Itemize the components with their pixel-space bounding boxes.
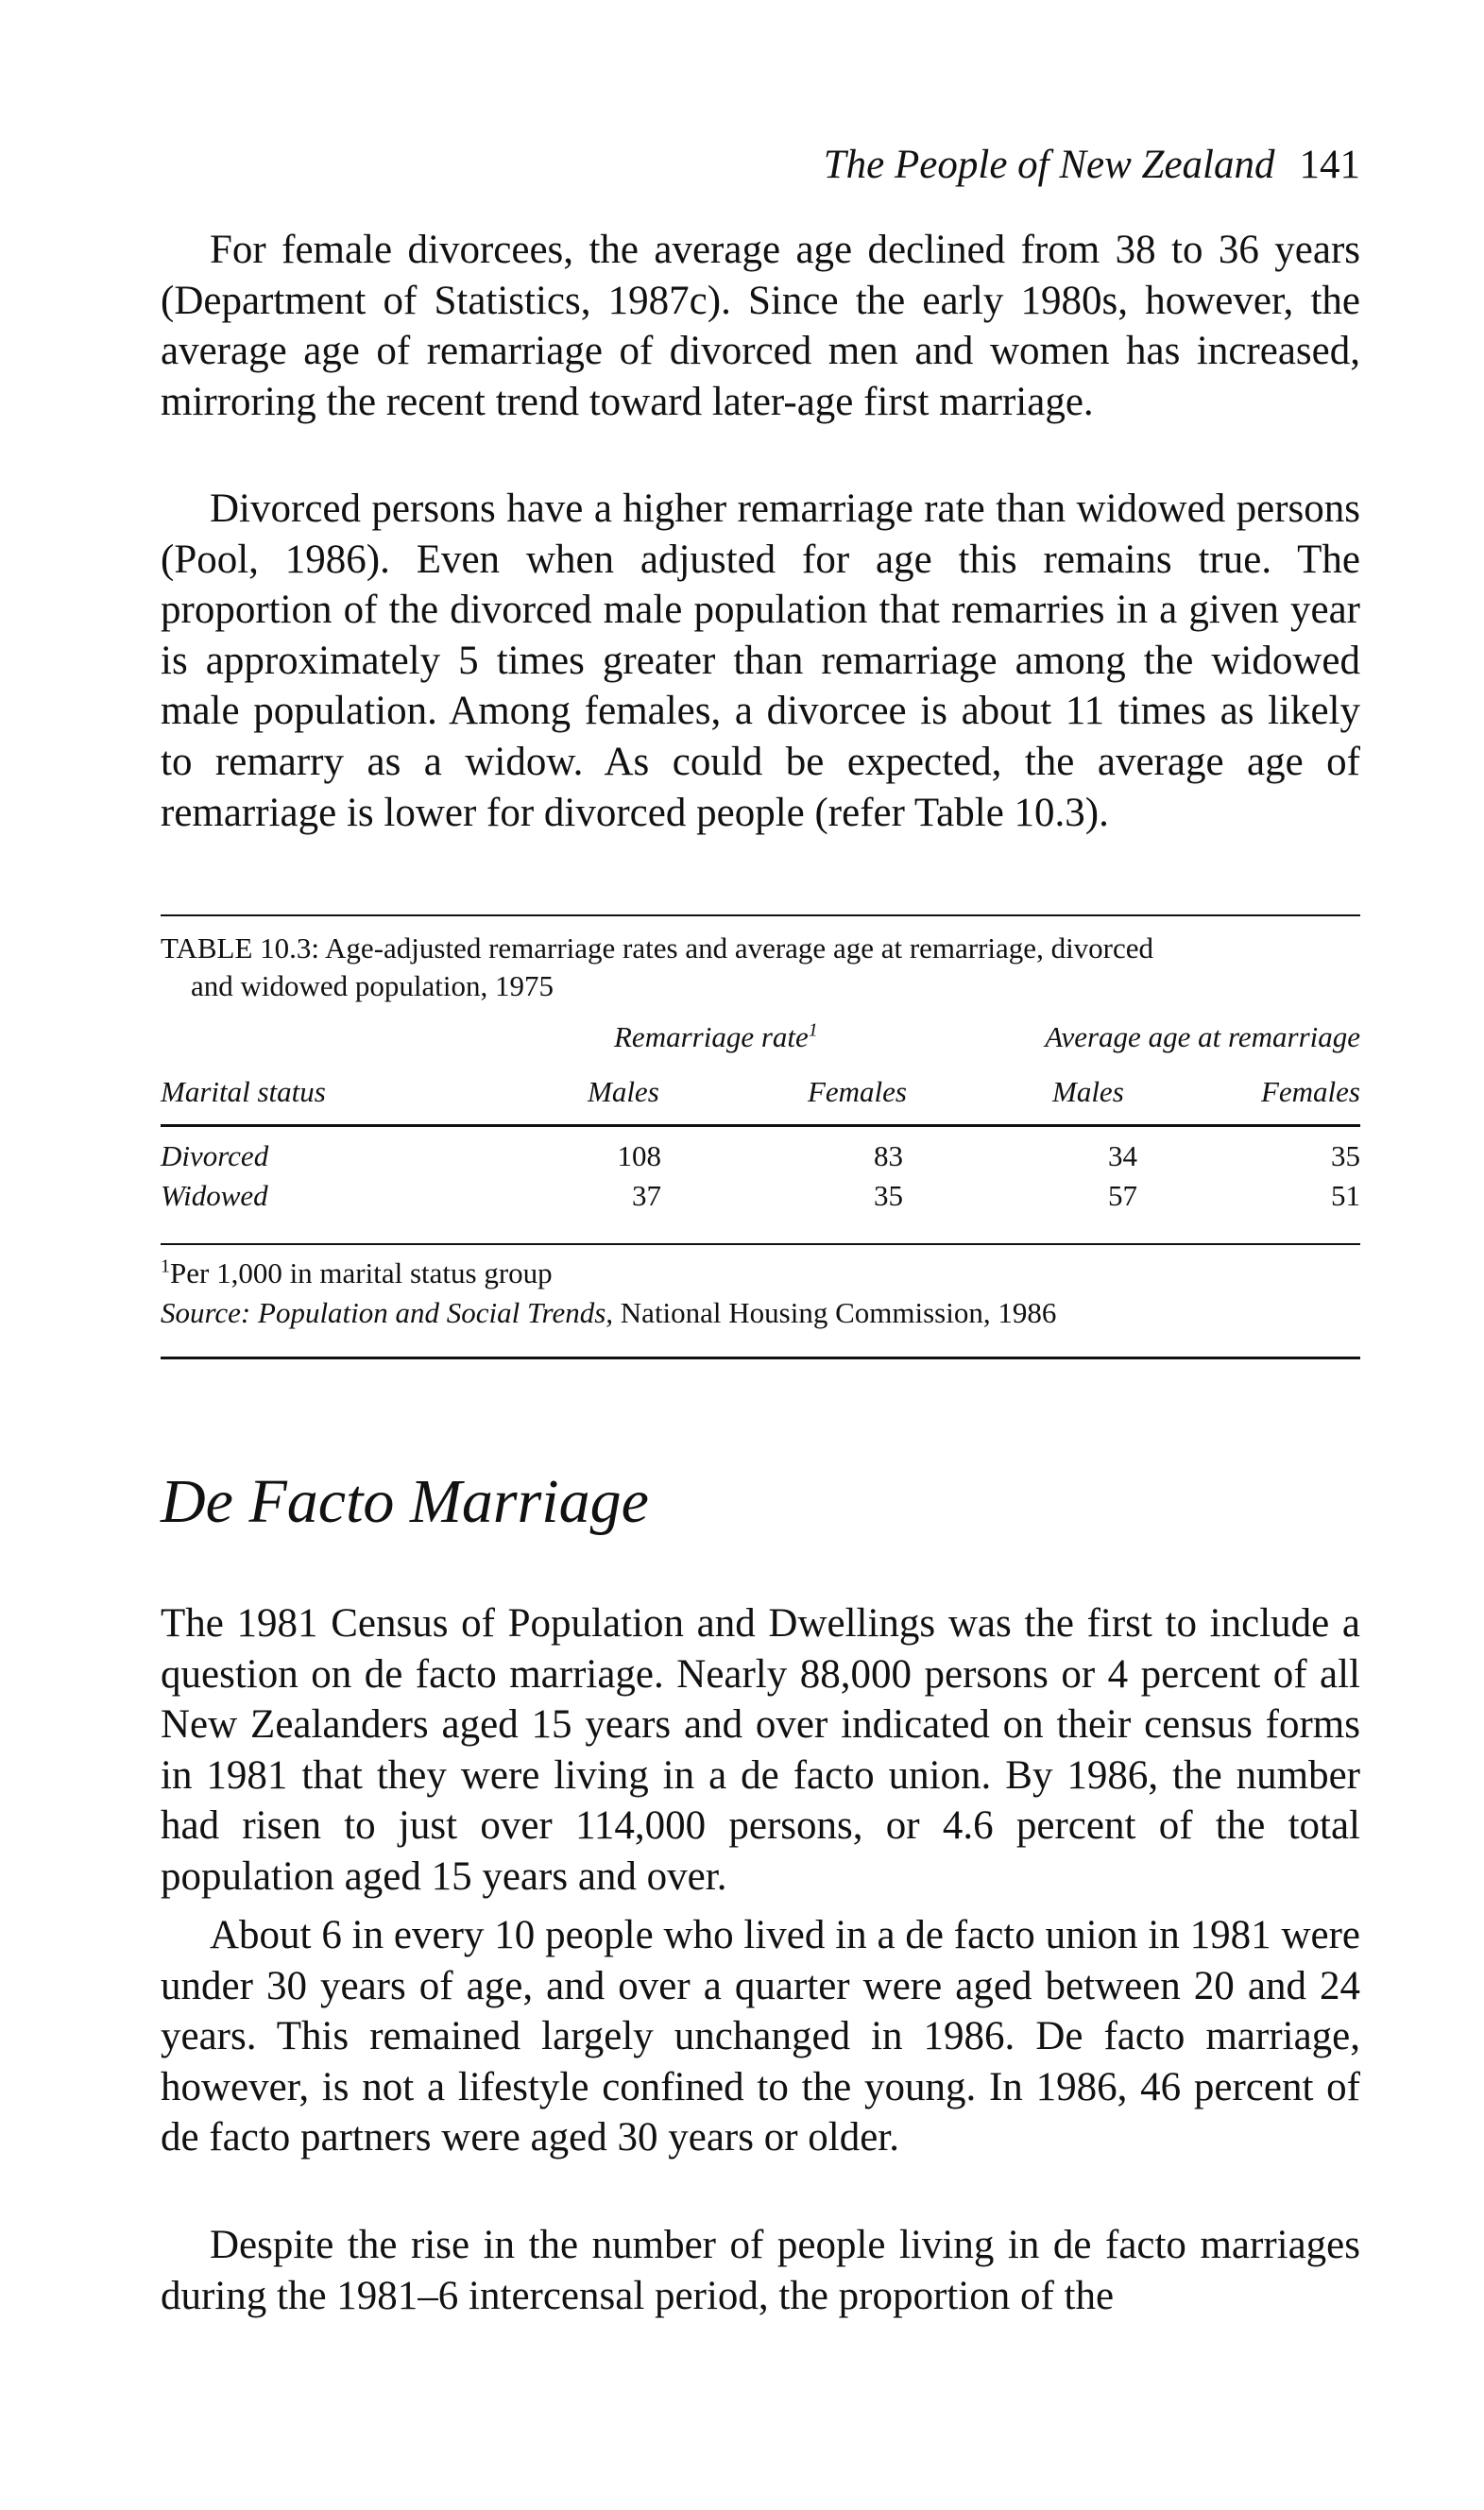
- table-cell: 108: [617, 1139, 661, 1172]
- page-number: 141: [1299, 143, 1360, 187]
- paragraph-age-distribution: About 6 in every 10 people who lived in a de facto union in 1981 were under 30 years of age, and over a quarter were aged between 20 and 24 years. This remained largely unchanged in 1986. De facto marriage, however, is not a lifestyle confined to the young. In 1986, 46 percent of de facto partners were aged 30 years or older.: [161, 1913, 1360, 2160]
- footnote-marker: 1: [161, 1255, 170, 1277]
- running-header: [161, 140, 1360, 191]
- section-heading: De Facto Marriage: [161, 1467, 649, 1536]
- paragraph-census-1981: The 1981 Census of Population and Dwellings was the first to include a question on de facto marriage. Nearly 88,000 persons or 4 percent of all New Zealanders aged 15 years and over indicated on their census forms in 1981 that they were living in a de facto union. By 1986, the number had risen to just over 114,000 persons, or 4.6 percent of the total population aged 15 years and over.: [161, 1601, 1360, 1899]
- table-cell: 35: [1331, 1139, 1360, 1172]
- table-row-label: Divorced: [161, 1139, 269, 1172]
- header-rate-females: Females: [807, 1075, 907, 1108]
- table-cell: 57: [1108, 1179, 1137, 1212]
- running-title: The People of New Zealand: [823, 143, 1275, 187]
- header-marital-status: Marital status: [161, 1075, 326, 1108]
- header-age-females: Females: [1260, 1075, 1360, 1108]
- table-cell: 51: [1331, 1179, 1360, 1212]
- footnote-marker: 1: [808, 1019, 818, 1041]
- table-cell: 83: [874, 1139, 903, 1172]
- table-cell: 37: [632, 1179, 661, 1212]
- table-cell: 35: [874, 1179, 903, 1212]
- header-remarriage-rate: Remarriage rate$^1$: [614, 1019, 818, 1053]
- table-bottom-rule: [161, 1243, 1360, 1245]
- table-row-label: Widowed: [161, 1179, 268, 1212]
- table-caption-line-2: and widowed population, 1975: [191, 969, 554, 1002]
- paragraph-intercensal: Despite the rise in the number of people living in de facto marriages during the 1981–6 intercensal period, the proportion of the: [161, 2223, 1360, 2318]
- table-cell: 34: [1108, 1139, 1137, 1172]
- table-header-rule: [161, 1124, 1360, 1127]
- header-rate-males: Males: [588, 1075, 659, 1108]
- table-top-rule: [161, 914, 1360, 916]
- paragraph-remarriage-rates: Divorced persons have a higher remarriage rate than widowed persons (Pool, 1986). Even when adjusted for age this remains true. The proportion of the divorced male population that remarries in a given year is approximately 5 times greater than remarriage among the widowed male population. Among females, a divorcee is about 11 times as likely to remarry as a widow. As could be expected, the average age of remarriage is lower for divorced people (refer Table 10.3).: [161, 487, 1360, 835]
- paragraph-divorcee-age: For female divorcees, the average age declined from 38 to 36 years (Department of Statistics, 1987c). Since the early 1980s, however, the average age of remarriage of divorced men and women has increased, mirroring the recent trend toward later-age first marriage.: [161, 228, 1360, 424]
- table-source: Source: Population and Social Trends, National Housing Commission, 1986: [161, 1296, 1057, 1329]
- header-age-males: Males: [1052, 1075, 1124, 1108]
- header-average-age: Average age at remarriage: [1045, 1020, 1360, 1053]
- table-footnote: $^1$Per 1,000 in marital status group: [161, 1255, 553, 1289]
- table-caption-line-1: TABLE 10.3: Age-adjusted remarriage rates and average age at remarriage, divorced: [161, 931, 1154, 965]
- table-caption: [161, 930, 1360, 1005]
- table-end-rule: [161, 1357, 1360, 1359]
